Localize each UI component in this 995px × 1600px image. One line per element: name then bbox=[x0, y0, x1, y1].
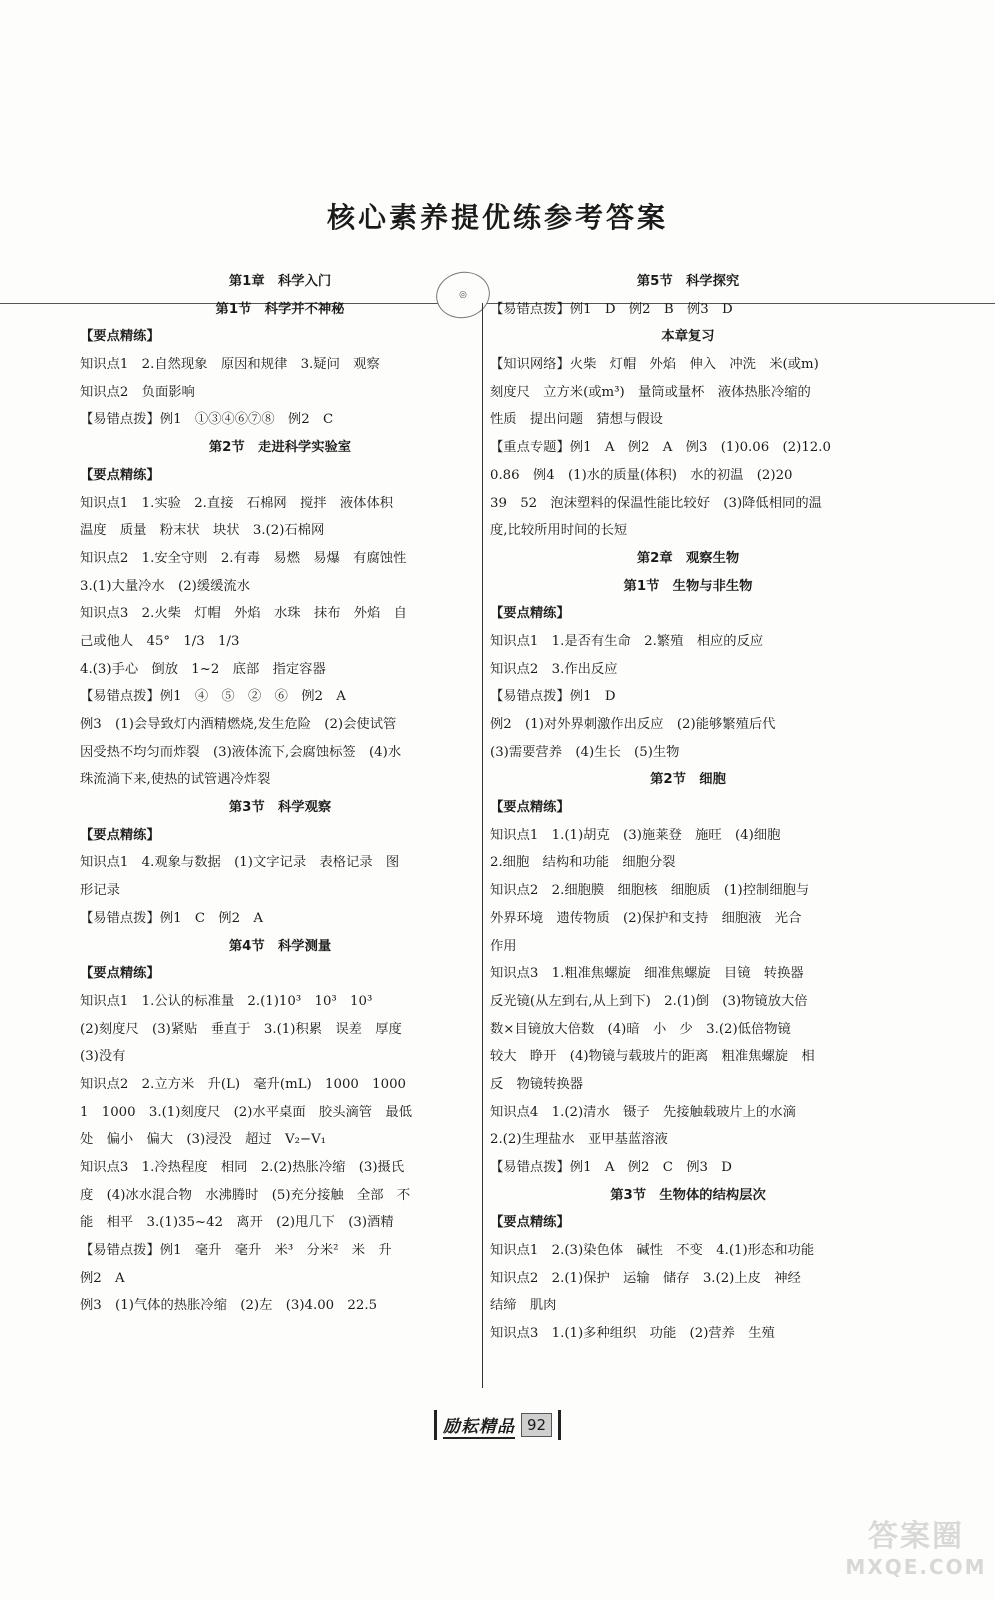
section-heading: 第3节 生物体的结构层次 bbox=[610, 1187, 766, 1203]
answer-line: 例3 (1)气体的热胀冷缩 (2)左 (3)4.00 22.5 bbox=[80, 1298, 378, 1314]
answer-line: 2.(2)生理盐水 亚甲基蓝溶液 bbox=[490, 1132, 668, 1148]
answer-line: 知识点1 1.实验 2.直接 石棉网 搅拌 液体体积 bbox=[80, 495, 394, 511]
section-label: 【要点精练】 bbox=[490, 606, 570, 622]
answer-line: 知识点2 2.(1)保护 运输 储存 3.(2)上皮 神经 bbox=[490, 1270, 801, 1286]
answer-line: 4.(3)手心 倒放 1~2 底部 指定容器 bbox=[80, 661, 326, 677]
answer-line: 【易错点拨】例1 D 例2 B 例3 D bbox=[490, 301, 733, 317]
page-footer bbox=[0, 1410, 995, 1440]
answer-line: 处 偏小 偏大 (3)浸没 超过 V₂−V₁ bbox=[80, 1132, 326, 1148]
answer-line: 【易错点拨】例1 C 例2 A bbox=[80, 910, 263, 926]
section-heading: 第2节 细胞 bbox=[650, 772, 726, 788]
answer-line: 己或他人 45° 1/3 1/3 bbox=[80, 633, 240, 649]
answer-line: 能 相平 3.(1)35~42 离开 (2)甩几下 (3)酒精 bbox=[80, 1215, 394, 1231]
answer-line: 1 1000 3.(1)刻度尺 (2)水平桌面 胶头滴管 最低 bbox=[80, 1104, 412, 1120]
column-divider bbox=[482, 303, 483, 1388]
answer-line: 知识点4 1.(2)清水 镊子 先接触载玻片上的水滴 bbox=[490, 1104, 796, 1120]
answer-line: 较大 睁开 (4)物镜与载玻片的距离 粗准焦螺旋 相 bbox=[490, 1049, 815, 1065]
stamp-seal: ◎ bbox=[432, 267, 494, 323]
answer-line: 珠流淌下来,使热的试管遇冷炸裂 bbox=[80, 772, 271, 788]
answer-line: 性质 提出问题 猜想与假设 bbox=[490, 412, 663, 428]
section-heading: 第3节 科学观察 bbox=[228, 800, 332, 816]
page-number: 92 bbox=[521, 1413, 552, 1437]
answer-line: 知识点2 2.立方米 升(L) 毫升(mL) 1000 1000 bbox=[80, 1076, 407, 1092]
section-heading: 第2章 观察生物 bbox=[636, 550, 740, 566]
section-label: 【要点精练】 bbox=[490, 1215, 570, 1231]
section-label: 【要点精练】 bbox=[490, 800, 570, 816]
section-heading: 第2节 走进科学实验室 bbox=[208, 440, 352, 456]
section-label: 【要点精练】 bbox=[80, 329, 160, 345]
section-heading: 第1节 生物与非生物 bbox=[623, 578, 753, 594]
answer-line: 例3 (1)会导致灯内酒精燃烧,发生危险 (2)会使试管 bbox=[80, 717, 397, 732]
answer-line: 刻度尺 立方米(或m³) 量筒或量杯 液体热胀冷缩的 bbox=[490, 384, 811, 400]
answer-line: 知识点2 3.作出反应 bbox=[490, 661, 618, 677]
watermark-url: MXQE.COM bbox=[845, 1555, 987, 1579]
section-heading: 第4节 科学测量 bbox=[228, 938, 332, 954]
answer-line: 知识点2 1.安全守则 2.有毒 易燃 易爆 有腐蚀性 bbox=[80, 550, 407, 566]
answer-line: 反光镜(从左到右,从上到下) 2.(1)倒 (3)物镜放大倍 bbox=[490, 993, 808, 1009]
section-label: 【要点精练】 bbox=[80, 966, 160, 982]
watermark-logo bbox=[845, 1500, 987, 1590]
section-label: 【要点精练】 bbox=[80, 467, 160, 483]
answer-line: 温度 质量 粉末状 块状 3.(2)石棉网 bbox=[80, 523, 325, 539]
answer-line: 度,比较所用时间的长短 bbox=[490, 523, 628, 539]
answer-line: 2.细胞 结构和功能 细胞分裂 bbox=[490, 855, 676, 871]
answer-line: 【易错点拨】例1 ④ ⑤ ② ⑥ 例2 A bbox=[80, 689, 346, 705]
answer-line: (3)需要营养 (4)生长 (5)生物 bbox=[490, 744, 680, 760]
answer-line: 数×目镜放大倍数 (4)暗 小 少 3.(2)低倍物镜 bbox=[490, 1021, 791, 1037]
answer-line: 知识点1 1.(1)胡克 (3)施莱登 施旺 (4)细胞 bbox=[490, 827, 781, 843]
answer-line: 【易错点拨】例1 ①③④⑥⑦⑧ 例2 C bbox=[80, 412, 334, 428]
footer-brand: 励耘精品 bbox=[443, 1412, 515, 1439]
answer-line: 知识点1 2.自然现象 原因和规律 3.疑问 观察 bbox=[80, 357, 380, 373]
answer-line: 度 (4)冰水混合物 水沸腾时 (5)充分接触 全部 不 bbox=[80, 1187, 411, 1203]
section-heading: 第1节 科学并不神秘 bbox=[215, 301, 345, 317]
answer-line: 知识点3 2.火柴 灯帽 外焰 水珠 抹布 外焰 自 bbox=[80, 606, 407, 622]
answer-line: 知识点2 负面影响 bbox=[80, 384, 195, 400]
answer-line: 0.86 例4 (1)水的质量(体积) 水的初温 (2)20 bbox=[490, 467, 793, 483]
footer-brand-box bbox=[434, 1410, 561, 1440]
answer-line: 形记录 bbox=[80, 883, 120, 899]
answer-line: 知识点2 2.细胞膜 细胞核 细胞质 (1)控制细胞与 bbox=[490, 883, 810, 899]
answer-line: 【易错点拨】例1 A 例2 C 例3 D bbox=[490, 1160, 732, 1175]
left-column bbox=[80, 268, 480, 1320]
answer-line: 外界环境 遗传物质 (2)保护和支持 细胞液 光合 bbox=[490, 910, 802, 926]
watermark-cn: 答案圈 bbox=[868, 1519, 964, 1554]
answer-line: 【重点专题】例1 A 例2 A 例3 (1)0.06 (2)12.0 bbox=[490, 440, 831, 456]
answer-line: 结缔 肌肉 bbox=[490, 1298, 557, 1314]
answer-line: 知识点1 1.是否有生命 2.繁殖 相应的反应 bbox=[490, 633, 764, 649]
answer-line: 因受热不均匀而炸裂 (3)液体流下,会腐蚀标签 (4)水 bbox=[80, 744, 402, 760]
answer-line: 例2 A bbox=[80, 1270, 125, 1286]
answer-line: 例2 (1)对外界刺激作出反应 (2)能够繁殖后代 bbox=[490, 717, 776, 732]
answer-line: 知识点1 4.观象与数据 (1)文字记录 表格记录 图 bbox=[80, 855, 400, 871]
answer-line: (2)刻度尺 (3)紧贴 垂直于 3.(1)积累 误差 厚度 bbox=[80, 1021, 402, 1037]
answer-line: 【知识网络】火柴 灯帽 外焰 伸入 冲洗 米(或m) bbox=[490, 357, 819, 373]
answer-line: 知识点1 1.公认的标准量 2.(1)10³ 10³ 10³ bbox=[80, 993, 373, 1009]
answer-line: 知识点1 2.(3)染色体 碱性 不变 4.(1)形态和功能 bbox=[490, 1243, 815, 1259]
answer-line: 【易错点拨】例1 D bbox=[490, 689, 616, 705]
answer-line: 3.(1)大量冷水 (2)缓缓流水 bbox=[80, 578, 251, 594]
page-title: 核心素养提优练参考答案 bbox=[326, 201, 668, 234]
answer-line: 作用 bbox=[490, 938, 517, 954]
section-heading: 第1章 科学入门 bbox=[228, 274, 332, 289]
section-label: 【要点精练】 bbox=[80, 827, 160, 843]
answer-line: 知识点3 1.粗准焦螺旋 细准焦螺旋 目镜 转换器 bbox=[490, 966, 804, 982]
answer-line: 【易错点拨】例1 毫升 毫升 米³ 分米² 米 升 bbox=[80, 1243, 392, 1259]
right-column bbox=[490, 268, 886, 1348]
section-heading: 第5节 科学探究 bbox=[636, 274, 740, 289]
answer-line: 39 52 泡沫塑料的保温性能比较好 (3)降低相同的温 bbox=[490, 495, 822, 511]
section-heading: 本章复习 bbox=[661, 329, 715, 345]
answer-line: 知识点3 1.冷热程度 相同 2.(2)热胀冷缩 (3)摄氏 bbox=[80, 1160, 405, 1175]
answer-line: 知识点3 1.(1)多种组织 功能 (2)营养 生殖 bbox=[490, 1326, 775, 1342]
answer-line: (3)没有 bbox=[80, 1049, 126, 1065]
answer-line: 反 物镜转换器 bbox=[490, 1076, 584, 1092]
